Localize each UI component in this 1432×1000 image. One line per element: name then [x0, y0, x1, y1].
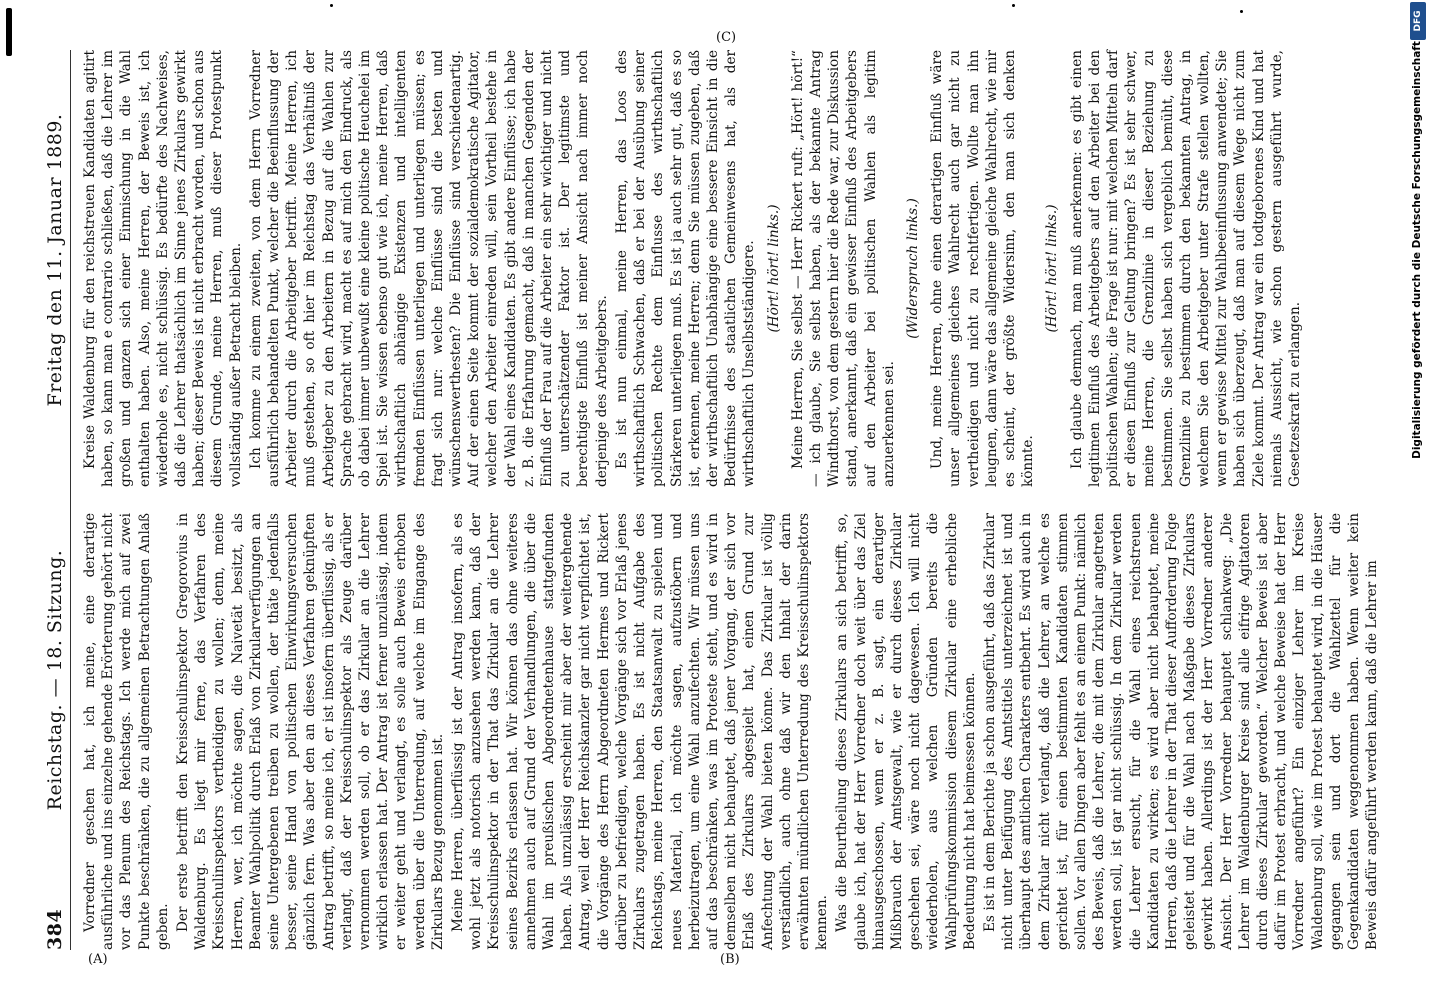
dfg-logo-text: DFG — [1413, 10, 1423, 32]
scan-speck — [1240, 10, 1243, 13]
margin-mark-c: (C) — [716, 30, 737, 45]
left-paragraph: Was die Beurtheilung dieses Zirkulars an sich betrifft, so, glaube ich, hat der Herr Vorredner doch weit über das Ziel hinausgeschossen, wenn er z. B. sagt, ein derartiger Mißbrauch der Amtsgewalt, wie er durch dieses Zirkular geschehen sei, wäre noch nicht dagewesen. Ich will nicht wiederholen, aus welchen Gründen bereits die Wahlprüfungskommission diesem Zirkular eine erhebliche Bedeutung nicht hat beimessen können. — [834, 513, 978, 950]
right-paragraph: (Hört! hört! links.) — [765, 204, 782, 333]
page — [26, 20, 1406, 980]
page-number: 384 — [44, 908, 66, 950]
page-header — [44, 50, 71, 950]
margin-mark-b: (B) — [720, 952, 740, 967]
right-paragraph: (Hört! hört! links.) — [1044, 204, 1061, 333]
left-paragraph: Vorredner geschen hat, ich meine, eine derartige ausführliche und ins einzelne gehende Erörterung gehört nicht vor das Plenum des Reichstags. Ich werde mich auf zwei Punkte beschränken, die zu allgemeinen Betrachtungen Anlaß geben. — [82, 513, 171, 950]
scan-speck — [1012, 4, 1015, 7]
credit-text: Digitalisierung gefördert durch die Deutsche Forschungsgemeinschaft — [1411, 41, 1423, 459]
left-paragraph: Meine Herren, überflüssig ist der Antrag insofern, als es wohl jetzt als notorisch anzusehen werden kann, daß der Kreisschulinspektor in der That das Zirkular an die Lehrer seines Bezirks erlassen hat. Wir können das ohne weiteres annehmen auch auf Grund der Verhandlungen, die über die Wahl im preußischen Abgeordnetenhause stattgefunden haben. Als unzulässig erscheint mir aber der weitergehende Antrag, weil der Herr Reichskanzler gar nicht verpflichtet ist, die Vorgänge des Herrn Abgeordneten Hermes und Rickert darüber zu befriedigen, welche Vorgänge sich vor Erlaß jenes Zirkulars zugetragen haben. Es ist nicht Aufgabe des Reichstags, meine Herren, den Staatsanwalt zu spielen und neues Material, ich möchte sagen, aufzustöbern und herbeizutragen, um eine Wahl anzufechten. Wir müssen uns auf das beschränken, was im Proteste steht, und es wird in demselben nicht behauptet, daß jener Vorgang, der sich vor Erlaß des Zirkulars abgespielt hat, einen Grund zur Anfechtung der Wahl bieten könne. Das Zirkular ist völlig verständlich, auch ohne daß wir den Inhalt der darin erwähnten mündlichen Unterredung des Kreisschulinspektors kennen. — [450, 513, 831, 950]
dfg-logo — [1410, 2, 1426, 40]
header-session-title: Reichstag. — 18. Sitzung. — [44, 549, 66, 811]
left-column — [81, 513, 1381, 950]
text-columns — [81, 50, 1381, 950]
right-paragraph: Ich glaube demnach, man muß anerkennen: es gibt einen legitimen Einfluß des Arbeitgebers auf den Arbeiter bei den politischen Wahlen; die Frage ist nur: mit welchen Mitteln darf er diesen Einfluß zur Geltung bringen? Es ist sehr schwer, meine Herren, die Grenzlinie in dieser Beziehung zu bestimmen. Sie selbst haben sich vergeblich bemüht, diese Grenzlinie zu bestimmen durch den bekannten Antrag, in welchem Sie den Arbeitgeber unter Strafe stellen wollten, wenn er gewisse Mittel zur Wahlbeeinflussung anwendete; Sie haben sich überzeugt, daß man auf diesem Wege nicht zum Ziele kommt. Der Antrag war ein todtgeborenes Kind und hat niemals Aussicht, wie schon gestern ausgeführt wurde, Gesetzeskraft zu erlangen. — [1068, 50, 1303, 487]
digitization-credit — [1404, 10, 1430, 490]
right-paragraph: Kreise Waldenburg für den reichstreuen Kandidaten agitirt haben, so kann man e contrario schließen, daß die Lehrer im großen und ganzen sich einer Einmischung in die Wahl enthalten haben. Also, meine Herren, der Beweis ist, ich wiederhole es, nicht schlüssig. Es bedürfte des Nachweises, daß die Lehrer thatsächlich im Sinne jenes Zirkulars gewirkt haben; dieser Beweis ist nicht erbracht worden, und schon aus diesem Grunde, meine Herren, muß dieser Protestpunkt vollständig außer Betracht bleiben. — [82, 50, 244, 487]
right-paragraph: Und, meine Herren, ohne einen derartigen Einfluß wäre unser allgemeines gleiches Wahlrecht auch gar nicht zu vertheidigen und nicht zu rechtfertigen. Wollte man ihn leugnen, dann wäre das allgemeine gleiche Wahlrecht, wie mir es scheint, der größte Widersinn, den man sich denken könnte. — [929, 50, 1037, 487]
right-paragraph: Es ist nun einmal, meine Herren, das Loos des wirthschaftlich Schwachen, daß er bei der Ausübung seiner politischen Rechte dem Einflusse des wirthschaftlich Stärkeren unterliegen muß. Es ist ja auch sehr gut, daß es so ist, erkennen, meine Herren; denn Sie müssen zugeben, daß der wirthschaftlich Unabhängige eine bessere Einsicht in die Bedürfnisse des staatlichen Gemeinwesens hat, als der wirthschaftlich Unselbstständigere. — [613, 50, 758, 487]
scan-edge-mark — [6, 8, 12, 56]
right-paragraph: Meine Herren, Sie selbst — Herr Rickert ruft: „Hört! hört!“ — ich glaube, Sie selbst haben, als der bekannte Antrag Windthorst, von dem gestern hier die Rede war, zur Diskussion stand, anerkannt, daß ein gewisser Einfluß des Arbeitgebers auf den Arbeiter bei politischen Wahlen als legitim anzuerkennen sei. — [789, 50, 897, 487]
header-date-title: Freitag den 11. Januar 1889. — [44, 113, 66, 407]
margin-mark-a: (A) — [88, 952, 108, 967]
scan-speck — [330, 4, 333, 7]
right-paragraph: Ich komme zu einem zweiten, von dem Herrn Vorredner ausführlich behandelten Punkt, welcher die Beeinflussung der Arbeiter durch die Arbeitgeber betrifft. Meine Herren, ich muß gestehen, so oft hier im Reichstag das Verhältniß der Arbeitgeber zu den Arbeitern in Bezug auf die Wahlen zur Sprache gebracht wird, macht es auf mich den Eindruck, als ob dabei immer unbewußt eine kleine politische Heuchelei im Spiel ist. Sie wissen ebenso gut wie ich, meine Herren, daß wirthschaftlich abhängige Existenzen und intelligenten fremden Einflüssen unterliegen und unterliegen müssen; es fragt sich nur: welche Einflüsse sind die besten und wünschenswerthesten? Die Einflüsse sind verschiedenartig. Auf der einen Seite kommt der sozialdemokratische Agitator, welcher den Arbeiter einreden will, sein Vortheil bestehe in der Wahl eines Kandidaten. Es gibt andere Einflüsse; ich habe z. B. die Erfahrung gemacht, daß in manchen Gegenden der Einfluß der Frau auf die Arbeiter ein sehr wichtiger und nicht zu unterschätzender Faktor ist. Der legitimste und berechtigste Einfluß ist meiner Ansicht nach immer noch derjenige des Arbeitgebers. — [247, 50, 610, 487]
right-paragraph: (Widerspruch links.) — [904, 198, 921, 339]
left-paragraph: Der erste betrifft den Kreisschulinspektor Gregorovius in Waldenburg. Es liegt mir ferne, das Verfahren des Kreisschulinspektors vertheidigen zu wollen; denn, meine Herren, wer, ich möchte sagen, die Naivetät besitzt, als Beamter Wahlpolitik durch Erlaß von Zirkularverfügungen an seine Untergebenen treiben zu wollen, der thäte jedenfalls besser, seine Hand von politischen Einwirkungsversuchen gänzlich fern. Was aber den an dieses Verfahren geknüpften Antrag betrifft, so meine ich, er ist insofern überflüssig, als er verlangt, daß der Kreisschulinspektor als Zeuge darüber vernommen werden soll, ob er das Zirkular an die Lehrer wirklich erlassen hat. Der Antrag ist ferner unzulässig, indem er weiter geht und verlangt, es solle auch Beweis erhoben werden über die Unterredung, auf welche im Eingange des Zirkulars Bezug genommen ist. — [175, 513, 446, 950]
right-column — [81, 50, 1371, 487]
left-paragraph: Es ist in dem Berichte ja schon ausgeführt, daß das Zirkular nicht unter Beifügung des Amtstitels unterzeichnet ist und überhaupt des amtlichen Charakters entbehrt. Es wird auch in dem Zirkular nicht verlangt, daß die Lehrer, an welche es gerichtet ist, für einen bestimmten Kandidaten stimmen sollen. Vor allen Dingen aber fehlt es an einem Punkt: nämlich des Beweis, daß die Lehrer, die mit dem Zirkular angetreten werden soll, ist gar nicht schlüssig. In dem Zirkular werden die Lehrer ersucht, für die Wahl eines reichstreuen Kandidaten zu wirken; es wird aber nicht behauptet, meine Herren, daß die Lehrer in der That dieser Aufforderung Folge geleistet und für die Wahl nach Maßgabe dieses Zirkulars gewirkt haben. Allerdings ist der Herr Vorredner anderer Ansicht. Der Herr Vorredner behauptet schlankweg: „Die Lehrer im Waldenburger Kreise sind alle eifrige Agitatoren durch dieses Zirkular geworden.“ Welcher Beweis ist aber dafür im Protest erbracht, und welche Beweise hat der Herr Vorredner angeführt? Ein einziger Lehrer im Kreise Waldenburg soll, wie im Protest behauptet wird, in die Häuser gegangen sein und dort die Wahlzettel für die Gegenkandidaten weggenommen haben. Wenn weiter kein Beweis dafür angeführt werden kann, daß die Lehrer im — [981, 513, 1381, 950]
